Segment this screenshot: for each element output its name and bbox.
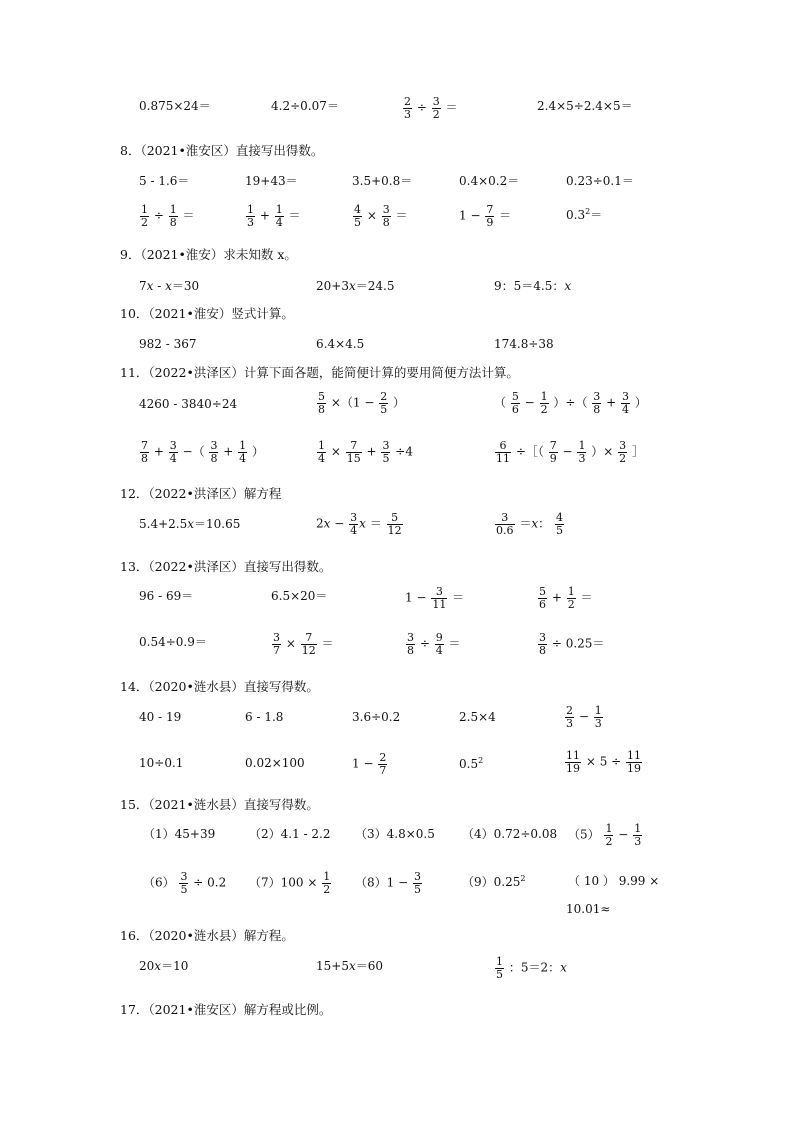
q8-expr-4: 0.4×0.2＝ — [459, 174, 520, 188]
q11-expr-4: $\frac{7}{8}$ + $\frac{3}{4}$ −（ $\frac{3}{8}$ + $\frac{1}{4}$ ） — [141, 439, 264, 465]
expr-r0-2: 4.2÷0.07＝ — [271, 99, 339, 113]
q11-expr-5: $\frac{1}{4}$ × $\frac{7}{15}$ + $\frac{3}{5}$ ÷4 — [318, 439, 413, 465]
q12-eq-3: $\frac{3}{0.6}$ ＝x： $\frac{4}{5}$ — [496, 511, 563, 537]
q15-item-3: （3）4.8×0.5 — [355, 827, 435, 841]
q10-item-2: 6.4×4.5 — [316, 337, 365, 351]
q13-expr-2: 6.5×20＝ — [271, 589, 328, 603]
q17-header: 17．（2021•淮安区）解方程或比例。 — [120, 1002, 332, 1017]
q11-expr-2: $\frac{5}{8}$ ×（1 − $\frac{2}{5}$ ） — [318, 390, 406, 416]
q15-item-10-line1: （ 10 ） 9.99 × — [568, 874, 660, 888]
q9-eq-2: 20+3x＝24.5 — [316, 279, 395, 293]
q15-item-8: （8）1 − $\frac{3}{5}$ — [355, 870, 421, 896]
q8-expr-9: 1 − $\frac{7}{9}$ ＝ — [459, 203, 512, 229]
q10-item-1: 982 - 367 — [139, 337, 197, 351]
q14-header: 14．（2020•涟水县）直接写得数。 — [120, 679, 319, 694]
q10-item-3: 174.8÷38 — [494, 337, 554, 351]
q13-expr-5: 0.54÷0.9＝ — [139, 635, 207, 649]
q13-expr-7: $\frac{3}{8}$ ÷ $\frac{9}{4}$ ＝ — [407, 631, 461, 657]
expr-r0-3: $\frac{2}{3}$ ÷ $\frac{3}{2}$ ＝ — [404, 95, 458, 121]
q15-item-1: （1）45+39 — [143, 827, 216, 841]
q14-expr-8: 1 − $\frac{2}{7}$ — [352, 751, 387, 777]
q9-eq-3: 9：5＝4.5：x — [494, 279, 572, 293]
q15-item-7: （7）100 × $\frac{1}{2}$ — [249, 870, 331, 896]
q15-item-4: （4）0.72÷0.08 — [462, 827, 558, 841]
q15-item-2: （2）4.1 - 2.2 — [249, 827, 331, 841]
q14-expr-5: $\frac{2}{3}$ − $\frac{1}{3}$ — [566, 704, 602, 730]
q8-expr-5: 0.23÷0.1＝ — [566, 174, 634, 188]
q15-item-6: （6） $\frac{3}{5}$ ÷ 0.2 — [143, 870, 227, 896]
q10-header: 10．（2021•淮安）竖式计算。 — [120, 306, 294, 321]
q16-eq-1: 20x＝10 — [139, 959, 189, 973]
expr-r0-4: 2.4×5÷2.4×5＝ — [537, 99, 633, 113]
q16-eq-2: 15+5x＝60 — [316, 959, 384, 973]
q12-header: 12．（2022•洪泽区）解方程 — [120, 486, 282, 501]
q14-expr-7: 0.02×100 — [245, 756, 305, 770]
q13-expr-6: $\frac{3}{7}$ × $\frac{7}{12}$ ＝ — [273, 631, 334, 657]
q13-expr-8: $\frac{3}{8}$ ÷ 0.25＝ — [539, 631, 605, 657]
q15-item-5: （5） $\frac{1}{2}$ − $\frac{1}{3}$ — [568, 822, 642, 848]
q14-expr-10: $\frac{11}{19}$ × 5 ÷ $\frac{11}{19}$ — [566, 749, 642, 775]
q12-eq-2: 2x − $\frac{3}{4}$ x ＝ $\frac{5}{12}$ — [316, 511, 402, 537]
q16-eq-3: $\frac{1}{5}$ ：5＝2：x — [496, 955, 567, 981]
q15-header: 15．（2021•涟水县）直接写得数。 — [120, 797, 319, 812]
q8-expr-1: 5 - 1.6＝ — [139, 174, 190, 188]
q8-header: 8．（2021•淮安区）直接写出得数。 — [120, 143, 324, 158]
q9-header: 9．（2021•淮安）求未知数 x。 — [120, 247, 297, 262]
q13-expr-3: 1 − $\frac{3}{11}$ ＝ — [405, 585, 465, 611]
q8-expr-7: $\frac{1}{3}$ + $\frac{1}{4}$ ＝ — [247, 203, 301, 229]
q13-expr-4: $\frac{5}{6}$ + $\frac{1}{2}$ ＝ — [539, 585, 593, 611]
q12-eq-1: 5.4+2.5x＝10.65 — [139, 517, 241, 531]
q14-expr-1: 40 - 19 — [139, 710, 182, 724]
q16-header: 16．（2020•涟水县）解方程。 — [120, 928, 294, 943]
q11-expr-3: （ $\frac{5}{6}$ − $\frac{1}{2}$ ）÷（ $\frac{3}{8}$ + $\frac{3}{4}$ ） — [494, 390, 647, 416]
q8-expr-2: 19+43＝ — [245, 174, 298, 188]
q14-expr-6: 10÷0.1 — [139, 756, 184, 770]
q8-expr-10: $0.3^2=$ — [566, 207, 603, 222]
q11-header: 11．（2022•洪泽区）计算下面各题，能简便计算的要用简便方法计算。 — [120, 365, 519, 380]
q15-item-9: （9）0.25$^2$ — [462, 874, 526, 889]
q14-expr-9: $0.5^2$ — [459, 756, 484, 771]
q8-expr-6: $\frac{1}{2}$ ÷ $\frac{1}{8}$ ＝ — [141, 203, 195, 229]
q8-expr-3: 3.5+0.8＝ — [352, 174, 413, 188]
q13-header: 13．（2022•洪泽区）直接写出得数。 — [120, 559, 332, 574]
q11-expr-1: 4260 - 3840÷24 — [139, 397, 238, 411]
q14-expr-3: 3.6÷0.2 — [352, 710, 401, 724]
q15-item-10-line2: 10.01≈ — [566, 902, 611, 916]
q9-eq-1: 7x - x＝30 — [139, 279, 200, 293]
q11-expr-6: $\frac{6}{11}$ ÷［（ $\frac{7}{9}$ − $\frac{1}{3}$ ）× $\frac{3}{2}$ ］ — [496, 439, 644, 465]
expr-r0-1: 0.875×24＝ — [139, 99, 211, 113]
q14-expr-2: 6 - 1.8 — [245, 710, 284, 724]
q8-expr-8: $\frac{4}{5}$ × $\frac{3}{8}$ ＝ — [354, 203, 408, 229]
q14-expr-4: 2.5×4 — [459, 710, 496, 724]
q13-expr-1: 96 - 69＝ — [139, 589, 194, 603]
